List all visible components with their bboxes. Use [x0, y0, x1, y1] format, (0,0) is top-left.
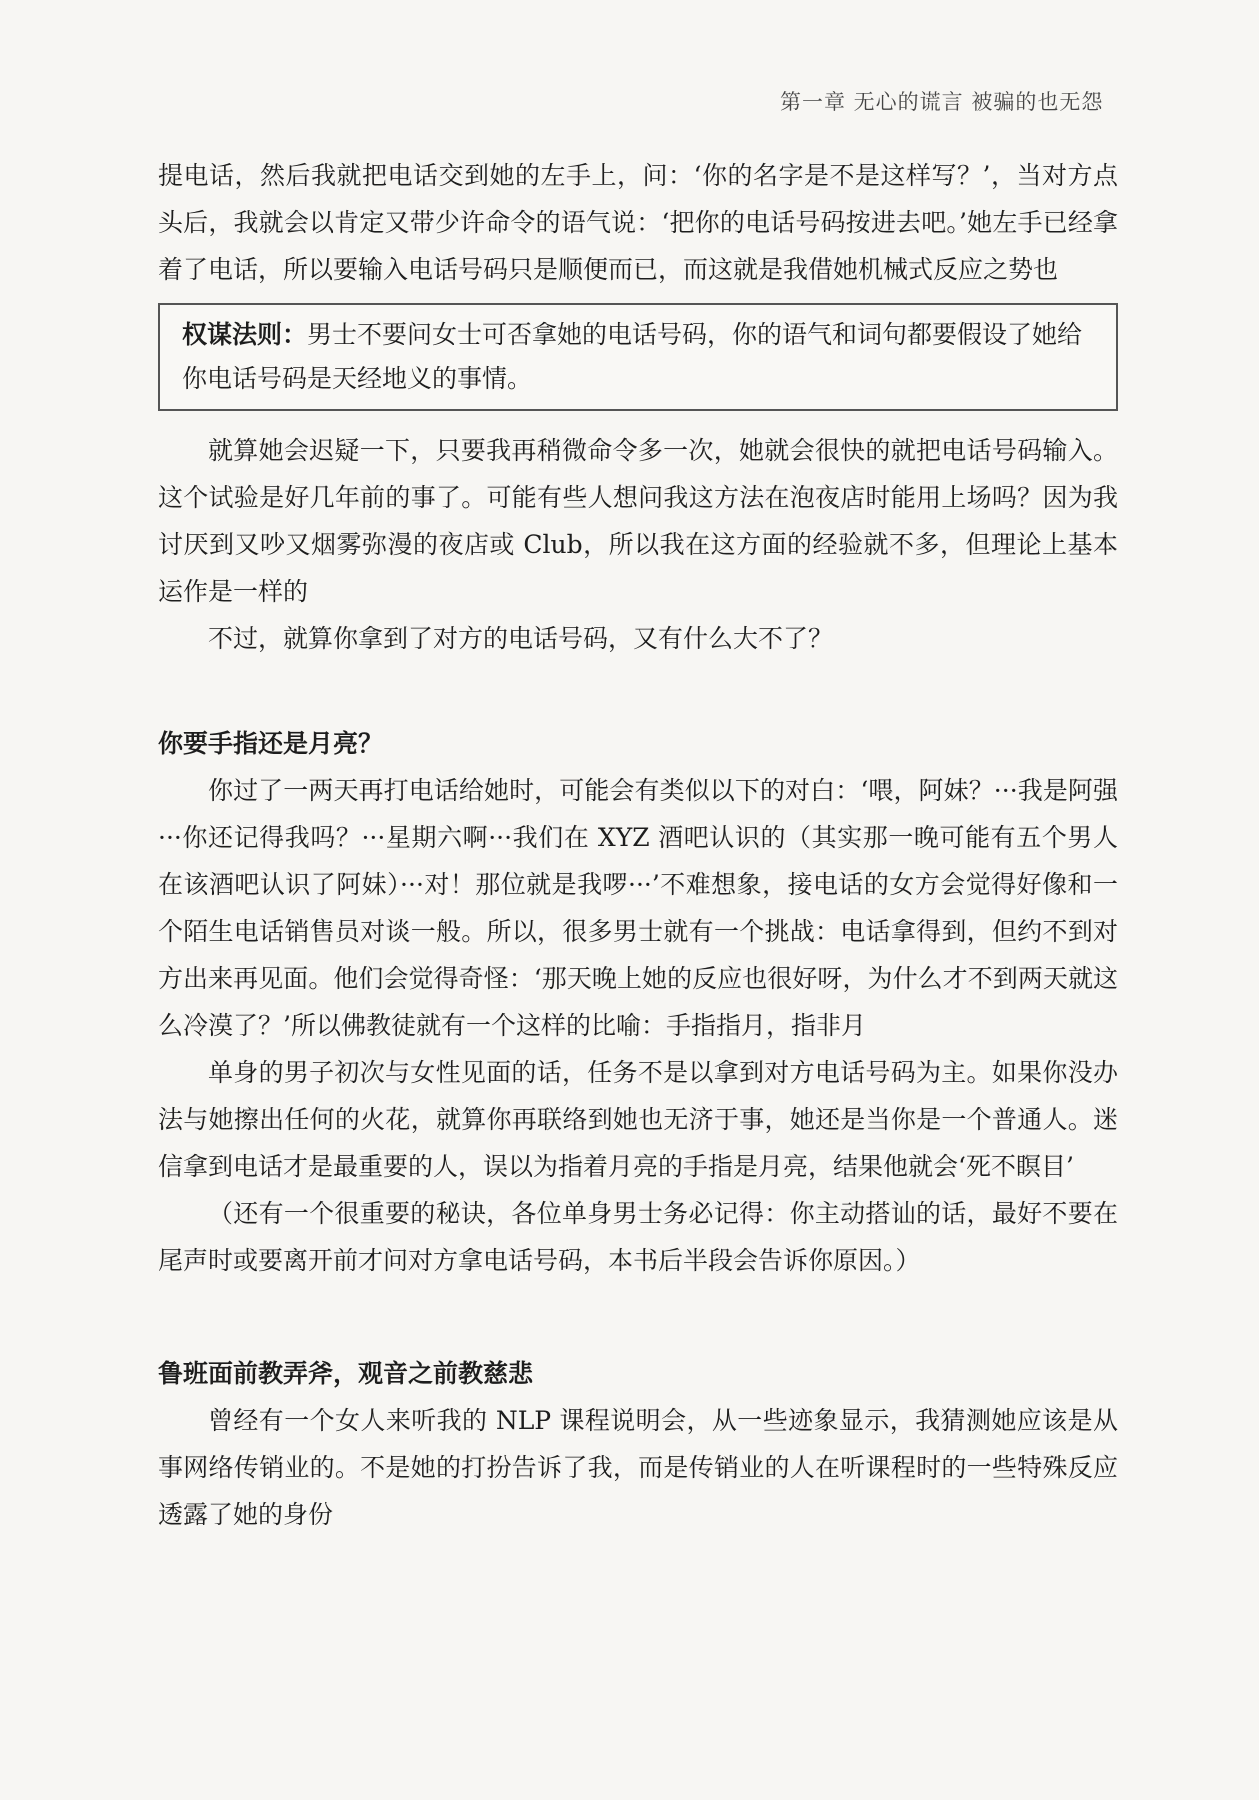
- section-heading: 鲁班面前教弄斧，观音之前教慈悲: [158, 1359, 534, 1388]
- page-body: [158, 152, 1118, 1538]
- body-paragraph: （还有一个很重要的秘诀，各位单身男士务必记得：你主动搭讪的话，最好不要在尾声时或要离开前才问对方拿电话号码，本书后半段会告诉你原因。）: [158, 1199, 1118, 1275]
- body-paragraph: 曾经有一个女人来听我的 NLP 课程说明会，从一些迹象显示，我猜测她应该是从事网络传销业的。不是她的打扮告诉了我，而是传销业的人在听课程时的一些特殊反应透露了她的身份: [158, 1406, 1118, 1529]
- rule-text: 男士不要问女士可否拿她的电话号码，你的语气和词句都要假设了她给你电话号码是天经地义的事情。: [182, 320, 1083, 393]
- body-paragraph: 你过了一两天再打电话给她时，可能会有类似以下的对白：‘喂，阿妹？···我是阿强···你还记得我吗？···星期六啊···我们在 XYZ 酒吧认识的（其实那一晚可能有五个男人在该酒吧认识了阿妹）···对！那位就是我啰···’不难想象，接电话的女方会觉得好像和一个陌生电话销售员对谈一般。所以，很多男士就有一个挑战：电话拿得到，但约不到对方出来再见面。他们会觉得奇怪：‘那天晚上她的反应也很好呀，为什么才不到两天就这么冷漠了？’所以佛教徒就有一个这样的比喻：手指指月，指非月: [158, 776, 1118, 1040]
- rule-box: [158, 303, 1118, 411]
- rule-title: 权谋法则：: [182, 320, 308, 349]
- body-paragraph: 不过，就算你拿到了对方的电话号码，又有什么大不了？: [208, 624, 834, 653]
- body-paragraph: 提电话，然后我就把电话交到她的左手上，问：‘你的名字是不是这样写？’，当对方点头后，我就会以肯定又带少许命令的语气说：‘把你的电话号码按进去吧。’她左手已经拿着了电话，所以要输入电话号码只是顺便而已，而这就是我借她机械式反应之势也: [158, 161, 1118, 284]
- body-paragraph: 就算她会迟疑一下，只要我再稍微命令多一次，她就会很快的就把电话号码输入。这个试验是好几年前的事了。可能有些人想问我这方法在泡夜店时能用上场吗？因为我讨厌到又吵又烟雾弥漫的夜店或 Club，所以我在这方面的经验就不多，但理论上基本运作是一样的: [158, 436, 1118, 606]
- section-heading: 你要手指还是月亮？: [158, 729, 384, 758]
- body-paragraph: 单身的男子初次与女性见面的话，任务不是以拿到对方电话号码为主。如果你没办法与她擦出任何的火花，就算你再联络到她也无济于事，她还是当你是一个普通人。迷信拿到电话才是最重要的人，误以为指着月亮的手指是月亮，结果他就会‘死不瞑目’: [158, 1058, 1118, 1181]
- running-header: 第一章 无心的谎言 被骗的也无怨: [780, 90, 1104, 114]
